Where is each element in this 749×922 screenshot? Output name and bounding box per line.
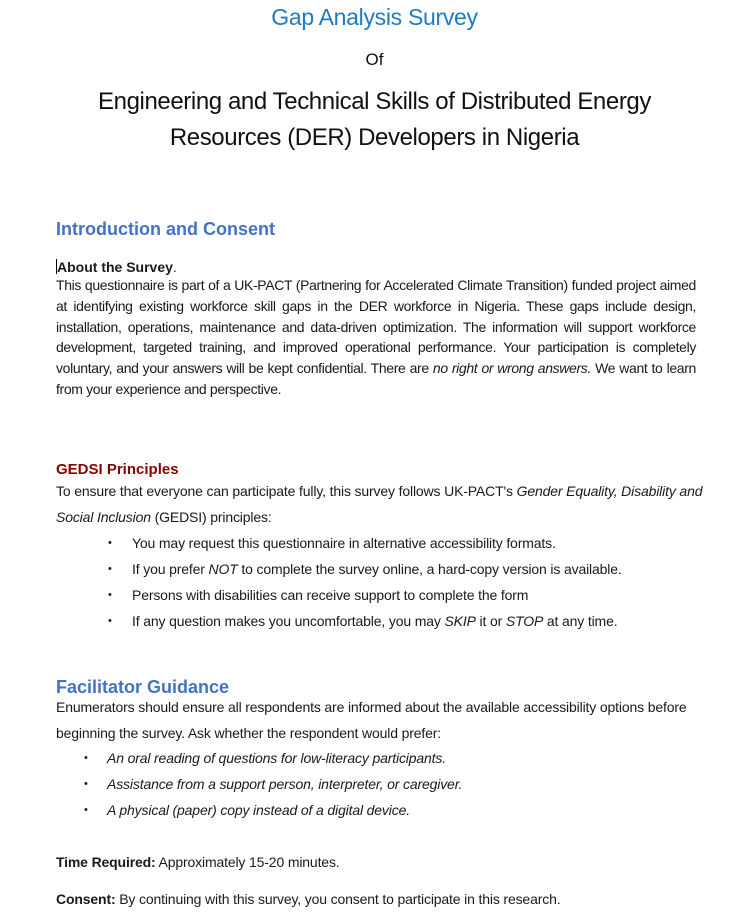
bullet-icon: • <box>108 563 112 575</box>
document-title: Gap Analysis Survey <box>271 4 478 30</box>
about-survey-label <box>56 259 177 275</box>
about-survey-bold: About the Survey <box>57 259 173 275</box>
bullet-icon: • <box>84 778 88 790</box>
consent-statement <box>56 891 560 907</box>
gedsi-intro-text-1: To ensure that everyone can participate fully, this survey follows UK-PACT's <box>56 483 517 499</box>
subtitle-line-2: Resources (DER) Developers in Nigeria <box>169 124 580 151</box>
document-subtitle <box>0 84 749 156</box>
about-survey-period: . <box>172 259 177 275</box>
subtitle-line-1: Engineering and Technical Skills of Distributed Energy <box>98 88 651 115</box>
gedsi-intro <box>56 478 716 530</box>
bullet-icon: • <box>108 589 112 601</box>
section-heading-gedsi: GEDSI Principles <box>56 461 179 478</box>
time-required-value: Approximately 15-20 minutes. <box>155 854 340 870</box>
intro-text-1: This questionnaire is part of a UK-PACT (Partnering for Accelerated Climate Transition) funded project aimed at identifying existing workforce skill gaps in the DER workforce in Nigeria. These gaps include design, installation, operations, maintenance and data-driven optimization. The information will support workforce development, targeted training, and improved operational performance. Your participation is completely voluntary, and your answers will be kept confidential. There are <box>56 277 696 377</box>
intro-text-2: We want to learn from your experience and perspective. <box>56 360 696 397</box>
bullet-icon: • <box>108 537 112 549</box>
bullet-icon: • <box>108 615 112 627</box>
gedsi-intro-italic: Gender Equality, Disability and Social Inclusion <box>56 483 703 525</box>
facilitator-paragraph: Enumerators should ensure all respondents are informed about the available accessibility options before beginning the survey. Ask whether the respondent would prefer: <box>56 699 687 741</box>
bullet-icon: • <box>84 752 88 764</box>
document-page: Gap Analysis Survey Of Engineering and Technical Skills of Distributed Energy Resources (DER) Developers in Nigeria Introduction and Consent About the Survey. This questionnaire is part of a UK-PACT (Partnering for Accelerated Climate Transition) funded project aimed at identifying existing workforce skill gaps in the DER workforce in Nigeria. These gaps include design, installation, operations, maintenance and data-driven optimization. The information will support workforce development, targeted training, and improved operational performance. Your participation is completely voluntary, and your answers will be kept confidential. There are no right or wrong answers. We want to learn from your experience and perspective. GEDSI Principles To ensure that everyone can participate fully, this survey follows UK-PACT's Gender Equality, Disability and Social Inclusion (GEDSI) principles: • You may request this questionnaire in alternative accessibility formats. • If you prefer NOT to complete the survey online, a hard-copy version is available. • Persons with disabilities can receive support to complete the form • If any question makes you uncomfortable, you may SKIP it or STOP at any time. Facilitator Guidance Enumerators should ensure all respondents are informed about the available accessibility options before beginning the survey. Ask whether the respondent would prefer: • An oral reading of questions for low-literacy participants. • Assistance from a support person, interpreter, or caregiver. • A physical (paper) copy instead of a digital device. Time Required: Approximately 15-20 minutes. Consent: By continuing with this survey, you consent to participate in this research. <box>0 0 749 922</box>
time-required <box>56 854 340 870</box>
consent-value: By continuing with this survey, you consent to participate in this research. <box>115 891 561 907</box>
bullet-icon: • <box>84 804 88 816</box>
intro-paragraph <box>56 275 696 400</box>
section-heading-facilitator: Facilitator Guidance <box>56 677 230 697</box>
intro-text-italic: no right or wrong answers. <box>432 360 591 377</box>
section-heading-introduction: Introduction and Consent <box>56 219 275 239</box>
consent-label: Consent: <box>56 891 116 907</box>
gedsi-intro-text-2: (GEDSI) principles: <box>150 509 272 525</box>
title-connector: Of <box>365 50 384 69</box>
time-required-label: Time Required: <box>56 854 156 870</box>
